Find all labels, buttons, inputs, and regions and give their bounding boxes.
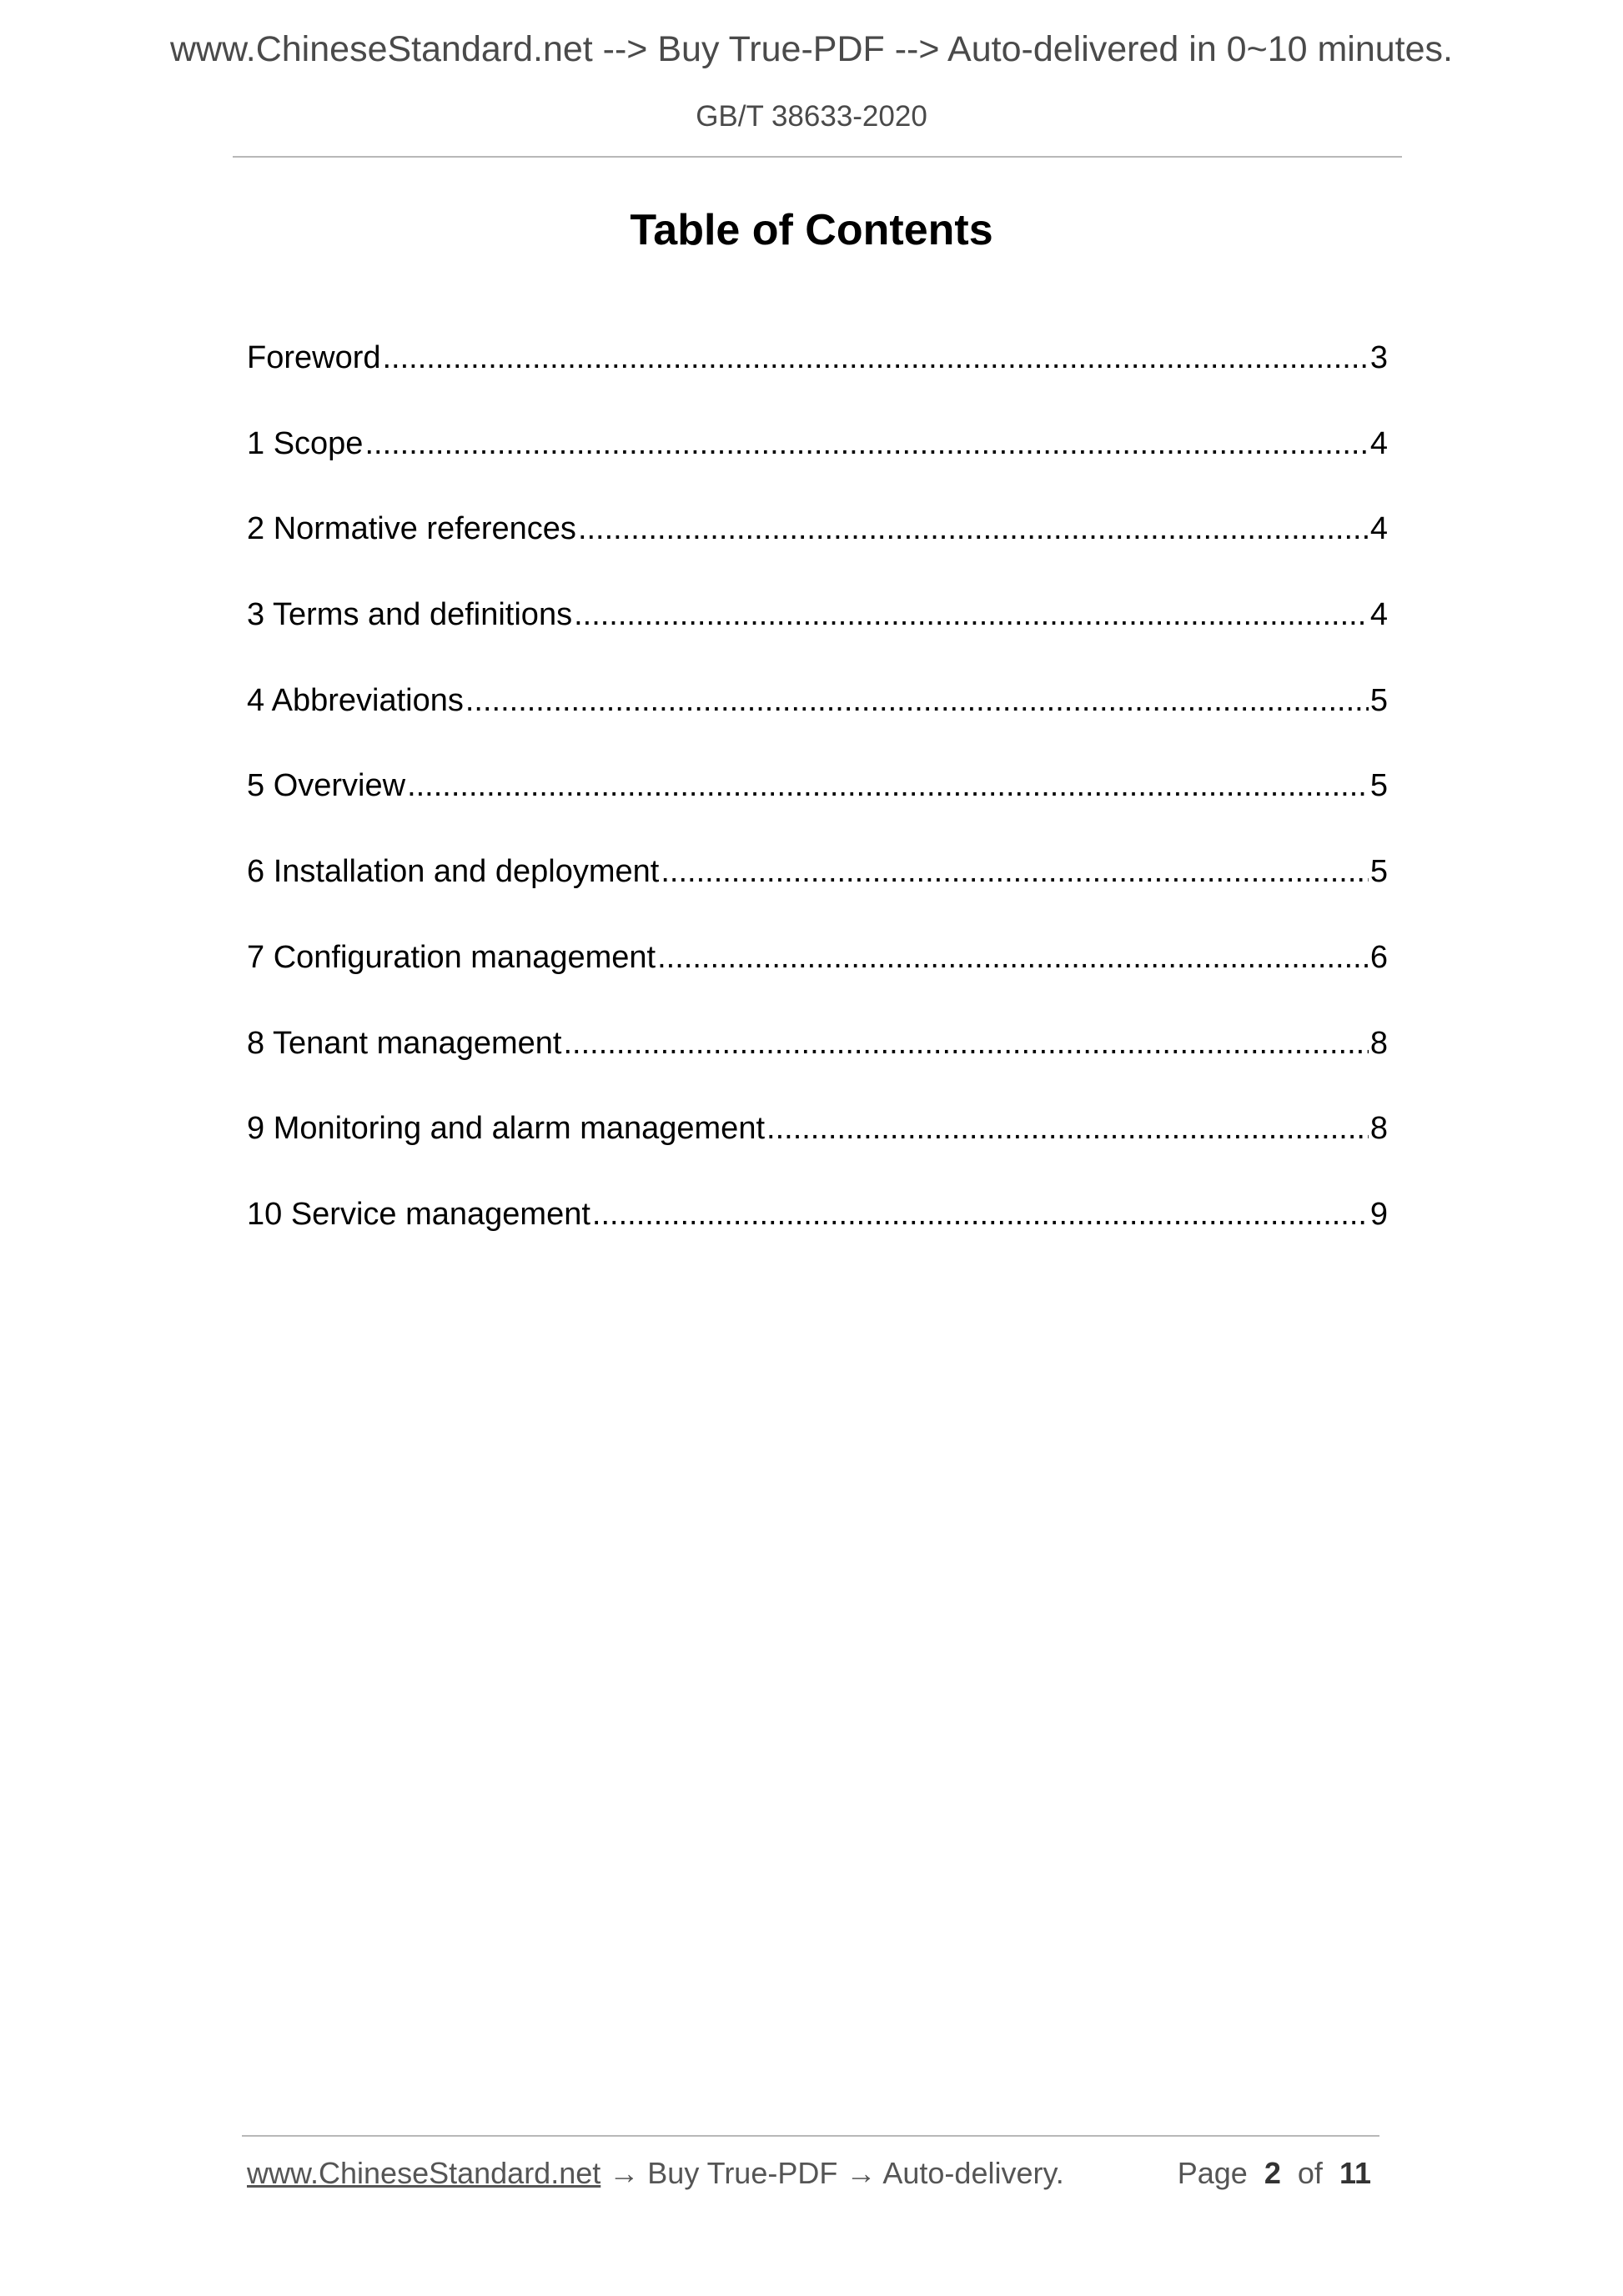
toc-entry-label: 2 Normative references bbox=[247, 511, 576, 547]
header-divider bbox=[233, 156, 1402, 158]
toc-entry-page: 4 bbox=[1369, 597, 1388, 633]
current-page-number: 2 bbox=[1264, 2156, 1281, 2190]
toc-entry-page: 4 bbox=[1369, 425, 1388, 461]
footer-promo bbox=[247, 2158, 1064, 2188]
page-indicator bbox=[1178, 2158, 1371, 2188]
right-arrow-icon: → bbox=[846, 2156, 877, 2190]
toc-dot-leader bbox=[465, 685, 1369, 716]
toc-entry[interactable] bbox=[247, 342, 1388, 428]
toc-entry-label: 10 Service management bbox=[247, 1196, 590, 1232]
toc-entry-page: 5 bbox=[1369, 768, 1388, 804]
toc-entry[interactable] bbox=[247, 513, 1388, 599]
toc-dot-leader bbox=[574, 599, 1369, 631]
toc-entry-label: 4 Abbreviations bbox=[247, 682, 464, 718]
total-pages-number: 11 bbox=[1339, 2156, 1371, 2190]
toc-entry-page: 8 bbox=[1369, 1111, 1388, 1147]
toc-dot-leader bbox=[766, 1113, 1369, 1144]
page-word: Page bbox=[1177, 2156, 1248, 2190]
footer-buy-text: Buy True-PDF bbox=[647, 2156, 838, 2190]
toc-entry-label: 5 Overview bbox=[247, 768, 406, 804]
toc-dot-leader bbox=[364, 428, 1368, 460]
toc-entry[interactable] bbox=[247, 856, 1388, 942]
toc-dot-leader bbox=[657, 942, 1369, 973]
toc-entry-label: 7 Configuration management bbox=[247, 939, 656, 975]
toc-dot-leader bbox=[407, 770, 1369, 801]
toc-entry-page: 5 bbox=[1369, 682, 1388, 718]
toc-entry-page: 3 bbox=[1369, 340, 1388, 375]
toc-dot-leader bbox=[563, 1027, 1368, 1059]
toc-entry[interactable] bbox=[247, 939, 1388, 1027]
toc-entry[interactable] bbox=[247, 1027, 1388, 1113]
toc-entry-page: 5 bbox=[1369, 854, 1388, 890]
toc-entry-label: 1 Scope bbox=[247, 425, 364, 461]
header-banner: www.ChineseStandard.net --> Buy True-PDF --> Auto-delivered in 0~10 minutes. bbox=[169, 29, 1453, 69]
footer-divider bbox=[242, 2135, 1379, 2137]
toc-dot-leader bbox=[661, 856, 1369, 887]
right-arrow-icon: → bbox=[609, 2156, 640, 2190]
footer-site-link[interactable]: www.ChineseStandard.net bbox=[247, 2156, 601, 2190]
toc-entry-page: 6 bbox=[1369, 939, 1388, 975]
toc-entry-label: 9 Monitoring and alarm management bbox=[247, 1111, 766, 1147]
toc-dot-leader bbox=[578, 513, 1369, 545]
toc-entry-page: 4 bbox=[1369, 511, 1388, 547]
toc-dot-leader bbox=[383, 342, 1369, 374]
toc-entry-page: 8 bbox=[1369, 1025, 1388, 1061]
toc-entry[interactable] bbox=[247, 1198, 1388, 1284]
toc-title: Table of Contents bbox=[630, 206, 993, 254]
toc-entry[interactable] bbox=[247, 770, 1388, 856]
toc-entry[interactable] bbox=[247, 599, 1388, 685]
toc-entry-label: 6 Installation and deployment bbox=[247, 854, 660, 890]
of-word: of bbox=[1297, 2156, 1323, 2190]
toc-entry[interactable] bbox=[247, 1113, 1388, 1198]
toc-entry[interactable] bbox=[247, 682, 1388, 771]
toc-entry-label: 8 Tenant management bbox=[247, 1025, 562, 1061]
toc-entry[interactable] bbox=[247, 425, 1388, 514]
standard-code: GB/T 38633-2020 bbox=[696, 100, 927, 133]
toc-entry-page: 9 bbox=[1369, 1196, 1388, 1232]
toc-entry-label: Foreword bbox=[247, 340, 381, 375]
toc-dot-leader bbox=[592, 1198, 1369, 1230]
toc-entry-label: 3 Terms and definitions bbox=[247, 597, 573, 633]
footer-delivery-text: Auto-delivery. bbox=[882, 2156, 1064, 2190]
toc-list bbox=[247, 342, 1388, 1284]
